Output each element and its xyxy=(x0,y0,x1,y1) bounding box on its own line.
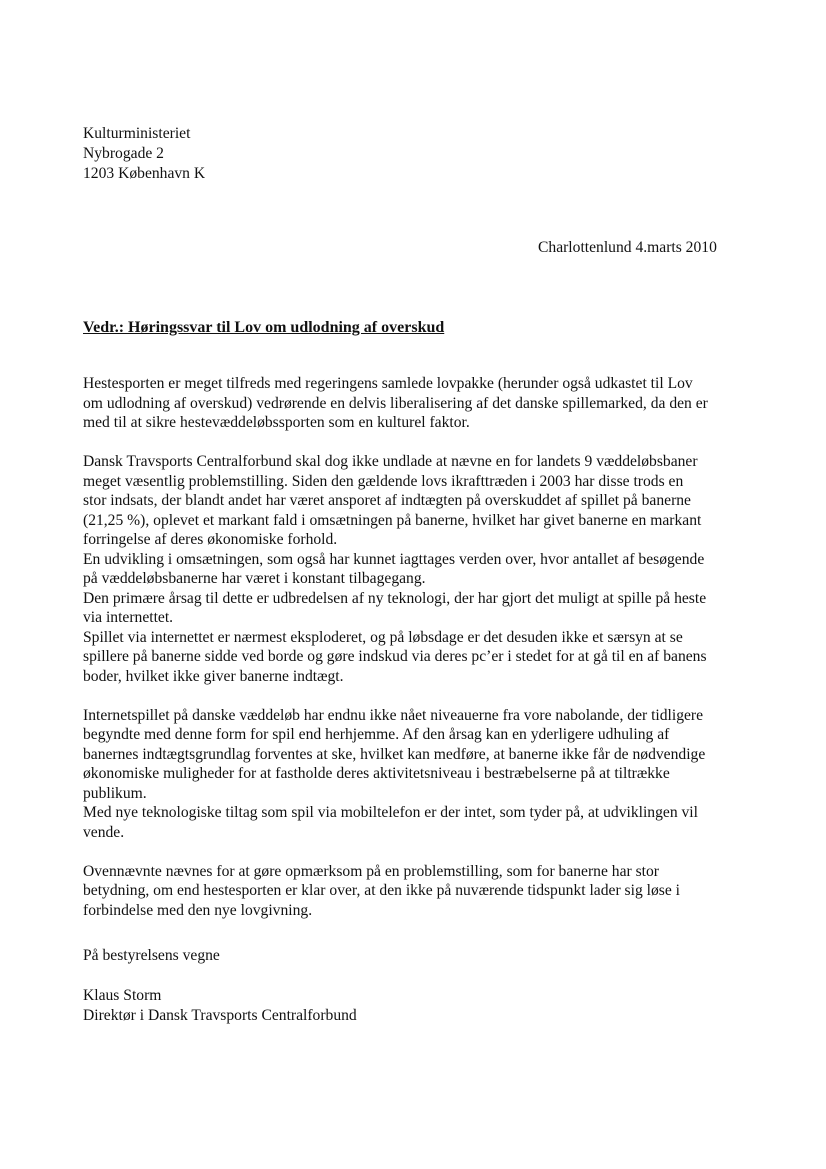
paragraph-4 xyxy=(83,862,763,921)
text-line: publikum. xyxy=(83,784,147,802)
text-line: Dansk Travsports Centralforbund skal dog ikke undlade at nævne en for landets 9 væddeløbsbaner xyxy=(83,453,698,470)
text-line: via internettet. xyxy=(83,609,174,626)
paragraph-2 xyxy=(83,452,763,686)
text-line: Med nye teknologiske tiltag som spil via mobiltelefon er der intet, som tyder på, at udviklingen vil xyxy=(83,804,698,821)
text-line: Hestesporten er meget tilfreds med regeringens samlede lovpakke (herunder også udkastet til Lov xyxy=(83,375,693,392)
recipient-city: 1203 København K xyxy=(83,165,206,182)
paragraph-1 xyxy=(83,374,763,433)
text-line: Spillet via internettet er nærmest eksploderet, og på løbsdage er det desuden ikke et særsyn at se xyxy=(83,628,683,646)
text-line: meget væsentlig problemstilling. Siden den gældende lovs ikrafttræden i 2003 har disse trods en xyxy=(83,472,684,490)
closing-phrase: På bestyrelsens vegne xyxy=(83,947,220,964)
recipient-name: Kulturministeriet xyxy=(83,125,191,142)
text-line: vende. xyxy=(83,823,125,841)
letter-body xyxy=(83,374,763,920)
text-line: stor indsats, der blandt andet har været ansporet af indtægten på overskuddet af spillet på banerne xyxy=(83,492,691,509)
recipient-address xyxy=(83,124,205,184)
text-line: forbindelse med den nye lovgivning. xyxy=(83,901,313,919)
text-line: Internetspillet på danske væddeløb har endnu ikke nået niveauerne fra vore nabolande, der tidligere xyxy=(83,706,704,724)
recipient-street: Nybrogade 2 xyxy=(83,145,164,162)
text-line: med til at sikre hestevæddeløbssporten som en kulturel faktor. xyxy=(83,414,470,431)
text-line: økonomiske muligheder for at fastholde deres aktivitetsniveau i bestræbelserne på at tiltrække xyxy=(83,765,670,782)
signature-block xyxy=(83,986,357,1026)
signer-name: Klaus Storm xyxy=(83,987,162,1004)
text-line: banernes indtægtsgrundlag forventes at ske, hvilket kan medføre, at banerne ikke får de nødvendige xyxy=(83,745,706,763)
paragraph-3 xyxy=(83,706,763,843)
signer-title: Direktør i Dansk Travsports Centralforbund xyxy=(83,1007,357,1024)
text-line: begyndte med denne form for spil end herhjemme. Af den årsag kan en yderligere udhuling af xyxy=(83,726,670,743)
text-line: (21,25 %), oplevet et markant fald i omsætningen på banerne, hvilket har givet banerne en markant xyxy=(83,511,702,529)
text-line: på væddeløbsbanerne har været i konstant tilbagegang. xyxy=(83,570,426,587)
text-line: boder, hvilket ikke giver banerne indtægt. xyxy=(83,667,344,685)
text-line: Den primære årsag til dette er udbredelsen af ny teknologi, der har gjort det muligt at spille på heste xyxy=(83,589,707,607)
text-line: forringelse af deres økonomiske forhold. xyxy=(83,531,338,548)
letter-subject: Vedr.: Høringssvar til Lov om udlodning af overskud xyxy=(83,319,445,336)
letter-date: Charlottenlund 4.marts 2010 xyxy=(538,239,717,256)
text-line: En udvikling i omsætningen, som også har kunnet iagttages verden over, hvor antallet af besøgende xyxy=(83,550,705,568)
text-line: Ovennævnte nævnes for at gøre opmærksom på en problemstilling, som for banerne har stor xyxy=(83,862,659,880)
text-line: spillere på banerne sidde ved borde og gøre indskud via deres pc’er i stedet for at gå til en af banens xyxy=(83,648,707,665)
text-line: betydning, om end hestesporten er klar over, at den ikke på nuværende tidspunkt lader sig løse i xyxy=(83,882,680,899)
text-line: om udlodning af overskud) vedrørende en delvis liberalisering af det danske spillemarked, da den er xyxy=(83,394,708,412)
